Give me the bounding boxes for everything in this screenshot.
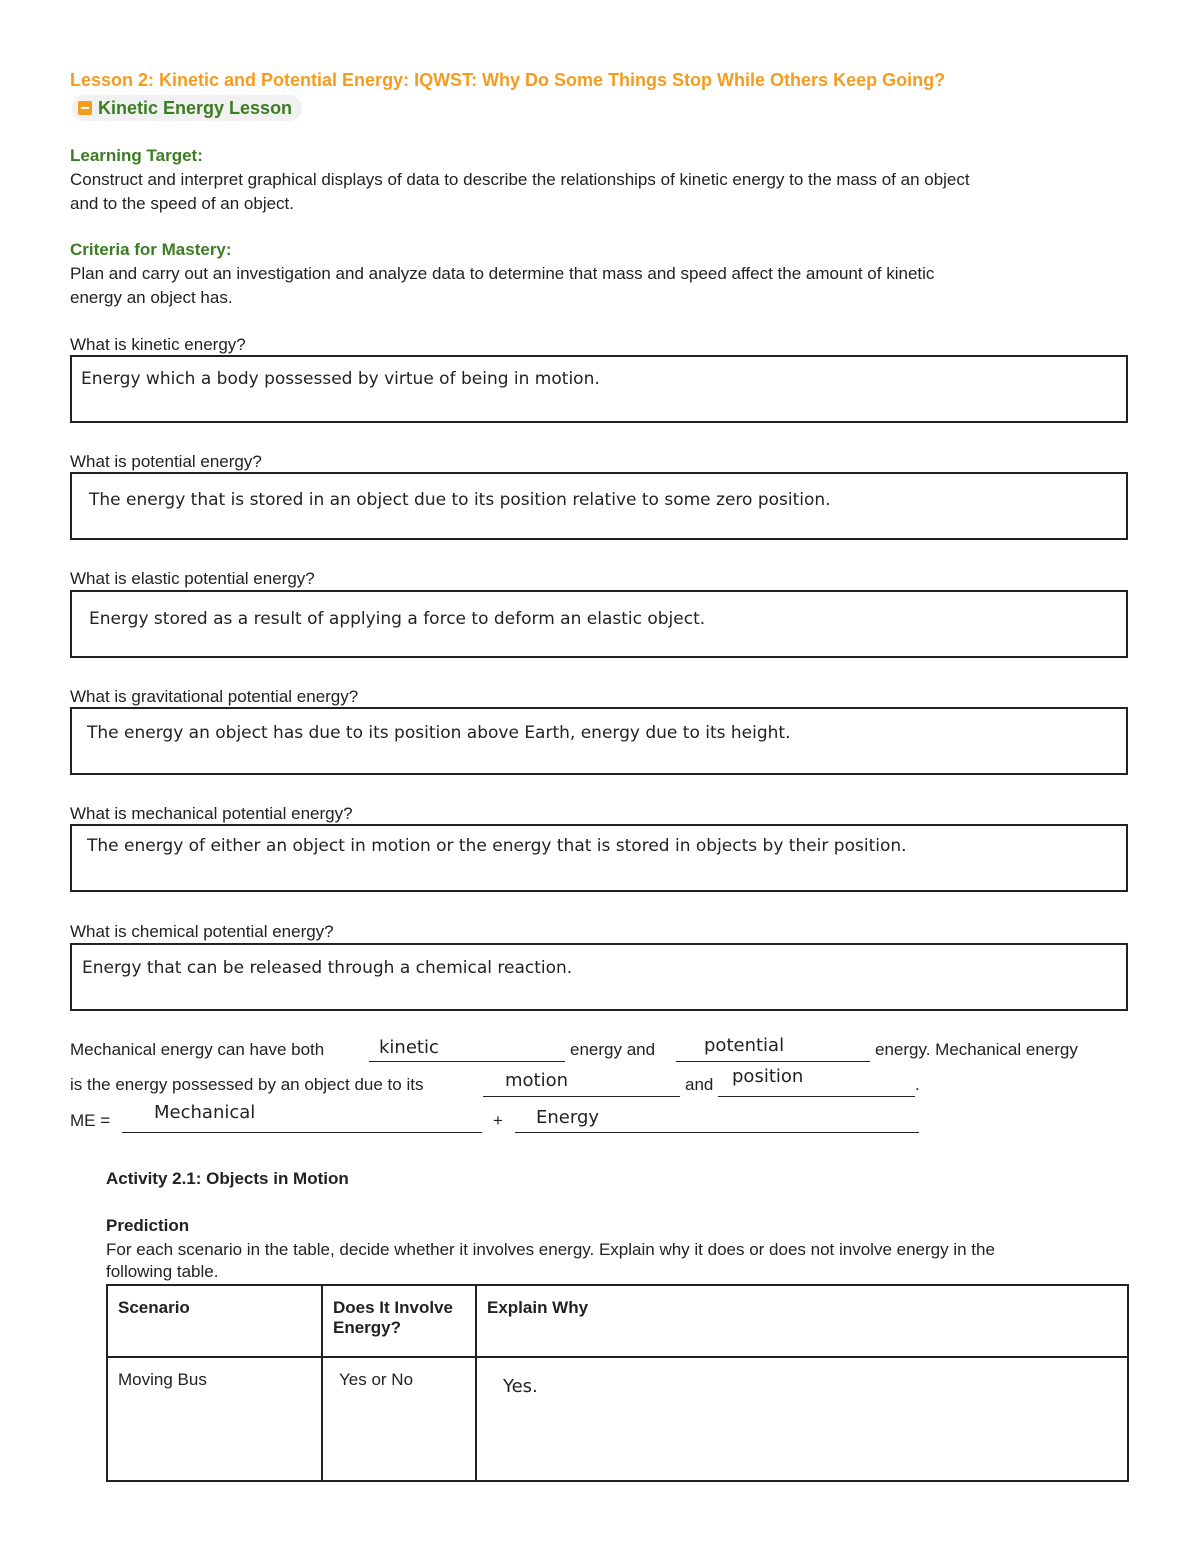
blank-potential[interactable] [676, 1035, 870, 1062]
question-gravitational: What is gravitational potential energy? [70, 687, 359, 706]
table-header-row [107, 1285, 1128, 1357]
cell-involve[interactable]: Yes or No [322, 1357, 476, 1481]
fill-line1-part3: energy. Mechanical energy [875, 1040, 1078, 1059]
answer-box-chemical[interactable] [70, 943, 1128, 1011]
answer-kinetic: Energy which a body possessed by virtue of being in motion. [81, 369, 600, 389]
criteria-heading: Criteria for Mastery: [70, 240, 232, 259]
slides-icon [78, 101, 92, 115]
prediction-line-2: following table. [106, 1262, 219, 1281]
header-explain: Explain Why [476, 1285, 1128, 1357]
plus-sign: + [493, 1111, 503, 1130]
scenario-table [106, 1284, 1129, 1482]
learning-target-heading: Learning Target: [70, 146, 203, 165]
table-row [107, 1357, 1128, 1481]
chip-label: Kinetic Energy Lesson [98, 97, 293, 118]
answer-box-kinetic[interactable] [70, 355, 1128, 423]
blank-motion-value: motion [505, 1070, 569, 1091]
blank-kinetic[interactable] [369, 1039, 565, 1062]
fill-line1-part2: energy and [570, 1040, 656, 1059]
me-label: ME = [70, 1111, 111, 1130]
cell-explain-value: Yes. [503, 1376, 538, 1397]
answer-chemical: Energy that can be released through a chemical reaction. [82, 958, 573, 978]
answer-box-potential[interactable] [70, 472, 1128, 540]
fill-line2-part2: and [685, 1075, 714, 1094]
question-mechanical: What is mechanical potential energy? [70, 804, 353, 823]
learning-target-line-1: Construct and interpret graphical displays of data to describe the relationships of kinetic energy to the mass of an object [70, 170, 970, 189]
blank-kinetic-value: kinetic [379, 1037, 439, 1058]
question-kinetic: What is kinetic energy? [70, 335, 246, 354]
criteria-text [70, 262, 1130, 310]
criteria-line-2: energy an object has. [70, 288, 233, 307]
blank-position[interactable] [718, 1066, 915, 1097]
header-scenario: Scenario [107, 1285, 322, 1357]
blank-motion[interactable] [483, 1070, 680, 1097]
answer-gravitational: The energy an object has due to its position above Earth, energy due to its height. [87, 723, 791, 743]
header-involve: Does It Involve Energy? [322, 1285, 476, 1357]
lesson-title: Lesson 2: Kinetic and Potential Energy: IQWST: Why Do Some Things Stop While Others Keep Going? [70, 70, 946, 90]
cell-scenario: Moving Bus [107, 1357, 322, 1481]
blank-me-second[interactable] [515, 1107, 919, 1133]
answer-elastic: Energy stored as a result of applying a force to deform an elastic object. [89, 609, 706, 629]
answer-box-gravitational[interactable] [70, 707, 1128, 775]
fill-line2-part3: . [915, 1075, 920, 1094]
kinetic-energy-lesson-link[interactable] [72, 95, 302, 121]
prediction-line-1: For each scenario in the table, decide whether it involves energy. Explain why it does or does not involve energy in the [106, 1240, 995, 1259]
blank-me-first-value: Mechanical [154, 1102, 256, 1123]
blank-me-second-value: Energy [536, 1107, 600, 1128]
blank-potential-value: potential [704, 1035, 785, 1056]
prediction-text [106, 1238, 1136, 1282]
question-potential: What is potential energy? [70, 452, 262, 471]
question-elastic: What is elastic potential energy? [70, 569, 315, 588]
cell-explain[interactable] [476, 1357, 1128, 1481]
answer-potential: The energy that is stored in an object due to its position relative to some zero position. [89, 490, 831, 510]
answer-box-elastic[interactable] [70, 590, 1128, 658]
blank-position-value: position [732, 1066, 804, 1087]
answer-box-mechanical[interactable] [70, 824, 1128, 892]
criteria-line-1: Plan and carry out an investigation and analyze data to determine that mass and speed affect the amount of kinetic [70, 264, 935, 283]
blank-me-first[interactable] [122, 1102, 482, 1133]
activity-title: Activity 2.1: Objects in Motion [106, 1169, 349, 1188]
prediction-heading: Prediction [106, 1216, 190, 1235]
fill-line2-part1: is the energy possessed by an object due to its [70, 1075, 424, 1094]
answer-mechanical: The energy of either an object in motion or the energy that is stored in objects by their position. [87, 836, 907, 856]
learning-target-text [70, 168, 1130, 216]
question-chemical: What is chemical potential energy? [70, 922, 334, 941]
fill-line1-part1: Mechanical energy can have both [70, 1040, 325, 1059]
learning-target-line-2: and to the speed of an object. [70, 194, 295, 213]
